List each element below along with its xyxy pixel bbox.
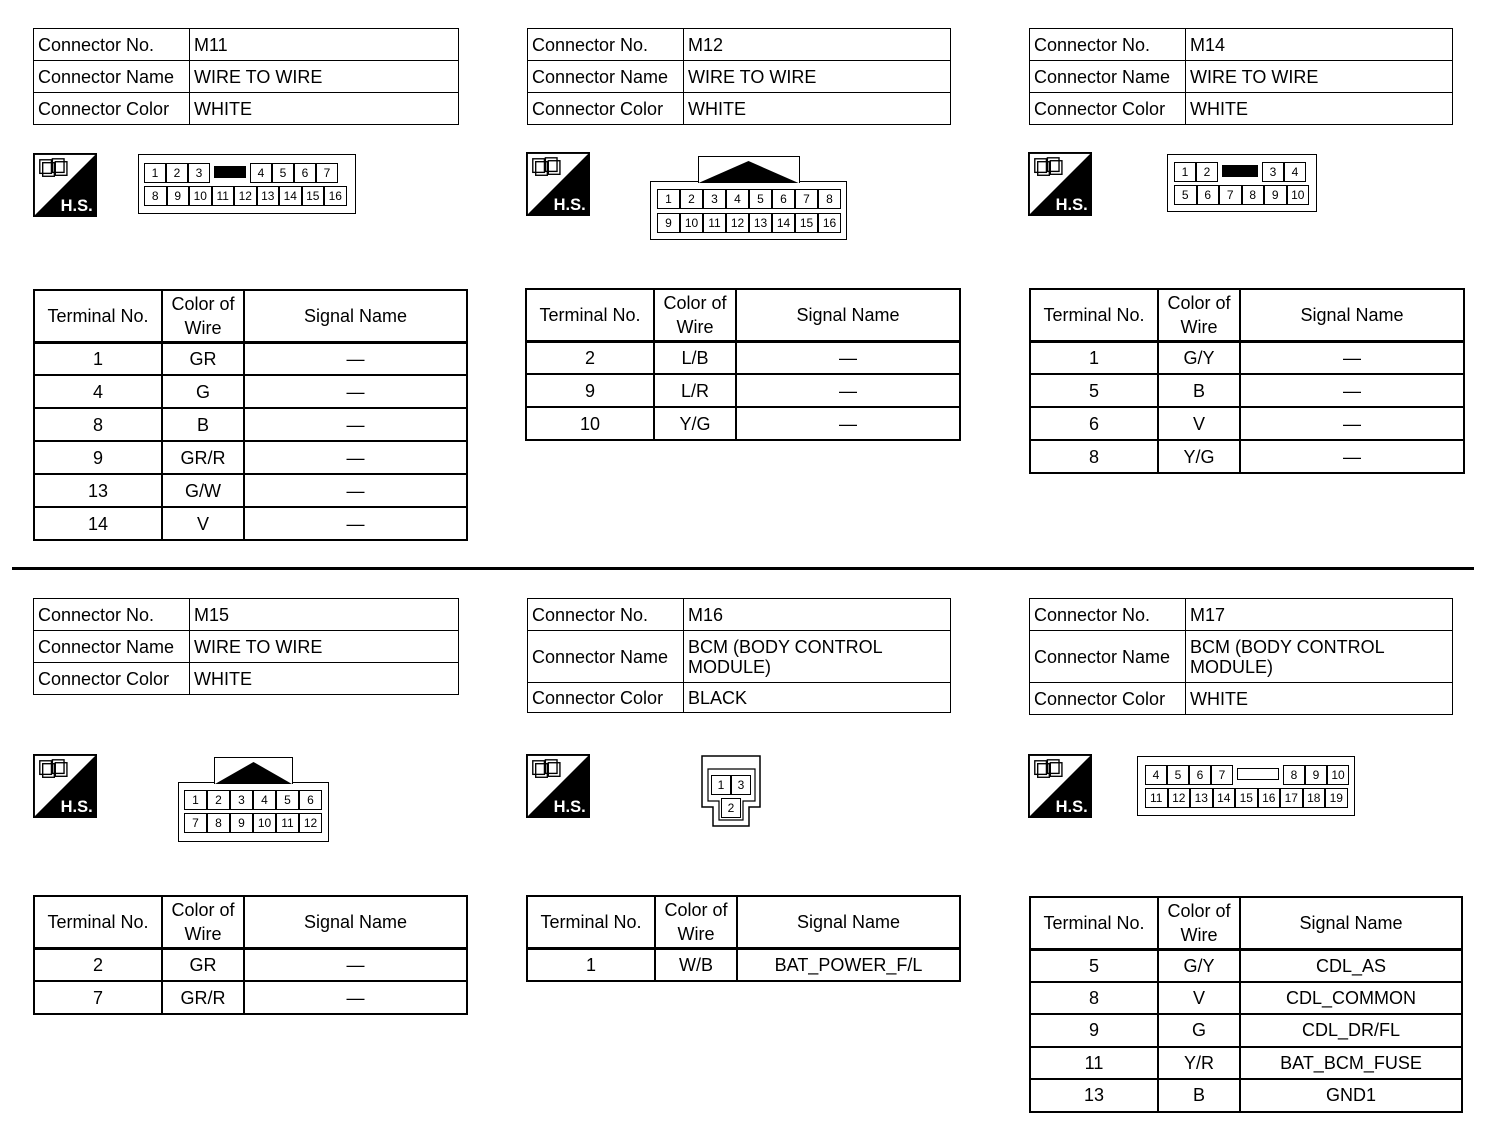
pin-cell: 4 bbox=[1145, 765, 1167, 785]
connector-name-label: Connector Name bbox=[528, 61, 684, 93]
pin-cell: 5 bbox=[749, 189, 772, 209]
signal-name-cell: — bbox=[244, 948, 467, 981]
pin-cell: 2 bbox=[680, 189, 703, 209]
wire-color-cell: B bbox=[1158, 1079, 1240, 1112]
pin-cell: 12 bbox=[234, 186, 257, 206]
terminal-no-cell: 14 bbox=[34, 507, 162, 540]
pin-row-top bbox=[1145, 765, 1349, 785]
connector-name-row bbox=[528, 631, 951, 683]
signal-name-cell: CDL_COMMON bbox=[1240, 982, 1462, 1015]
terminal-table-header bbox=[527, 896, 960, 948]
pin-cell: 16 bbox=[818, 213, 841, 233]
wire-color-cell: B bbox=[1158, 374, 1240, 407]
terminal-no-cell: 10 bbox=[526, 407, 654, 440]
signal-name-header: Signal Name bbox=[244, 896, 467, 948]
signal-name-cell: — bbox=[736, 374, 960, 407]
wire-color-cell: Y/G bbox=[1158, 440, 1240, 473]
pin-cell: 1 bbox=[1174, 162, 1196, 182]
terminal-no-cell: 8 bbox=[1030, 982, 1158, 1015]
pin-row-top bbox=[711, 775, 751, 795]
hs-label: H.S. bbox=[1055, 798, 1088, 817]
pin-cell: 2 bbox=[1196, 162, 1218, 182]
pin-cell: 3 bbox=[230, 790, 253, 810]
pin-cell: 9 bbox=[1264, 185, 1287, 205]
signal-name-header: Signal Name bbox=[736, 289, 960, 341]
pin-cell: 14 bbox=[772, 213, 795, 233]
wire-color-cell: L/B bbox=[654, 341, 736, 374]
pin-cell: 10 bbox=[189, 186, 212, 206]
connector-no-label: Connector No. bbox=[528, 29, 684, 61]
signal-name-cell: — bbox=[1240, 374, 1464, 407]
terminal-table-header bbox=[34, 290, 467, 342]
connector-name-row bbox=[528, 61, 951, 93]
table-row bbox=[34, 981, 467, 1014]
connector-color-value: WHITE bbox=[1186, 93, 1453, 125]
hs-badge-icon bbox=[33, 153, 97, 217]
connector-color-label: Connector Color bbox=[528, 683, 684, 713]
wire-color-cell: Y/R bbox=[1158, 1047, 1240, 1080]
connector-name-row bbox=[1030, 61, 1453, 93]
connector-name-value: BCM (BODY CONTROL MODULE) bbox=[684, 631, 951, 683]
lock-ramp bbox=[215, 762, 292, 784]
pin-cell: 10 bbox=[1327, 765, 1349, 785]
pin-row-bottom bbox=[184, 813, 322, 833]
terminal-no-header: Terminal No. bbox=[34, 896, 162, 948]
signal-name-cell: — bbox=[736, 407, 960, 440]
connector-no-label: Connector No. bbox=[34, 599, 190, 631]
connector-color-row bbox=[34, 663, 459, 695]
connector-info-table bbox=[1029, 598, 1453, 715]
connector-info-table bbox=[527, 598, 951, 713]
terminal-no-cell: 9 bbox=[526, 374, 654, 407]
pin-cell: 8 bbox=[818, 189, 841, 209]
table-row bbox=[1030, 1047, 1462, 1080]
connector-name-value: WIRE TO WIRE bbox=[1186, 61, 1453, 93]
terminal-no-header: Terminal No. bbox=[526, 289, 654, 341]
pin-cell: 10 bbox=[1287, 185, 1310, 205]
pin-row-top bbox=[1174, 162, 1306, 182]
terminal-no-cell: 13 bbox=[34, 474, 162, 507]
hs-label: H.S. bbox=[60, 197, 93, 216]
connector-no-row bbox=[1030, 599, 1453, 631]
pin-lock-slot bbox=[210, 163, 250, 183]
connector-name-value: BCM (BODY CONTROL MODULE) bbox=[1186, 631, 1453, 683]
terminal-no-cell: 5 bbox=[1030, 374, 1158, 407]
wire-color-cell: V bbox=[162, 507, 244, 540]
connector-color-value: WHITE bbox=[190, 93, 459, 125]
pin-cell: 3 bbox=[1262, 162, 1284, 182]
pin-cell: 6 bbox=[1189, 765, 1211, 785]
pin-cell: 8 bbox=[1242, 185, 1265, 205]
hs-badge-icon bbox=[33, 754, 97, 818]
color-of-wire-header: Color of Wire bbox=[654, 289, 736, 341]
wire-color-cell: V bbox=[1158, 407, 1240, 440]
table-row bbox=[1030, 1014, 1462, 1047]
pin-cell: 12 bbox=[1168, 788, 1191, 808]
pin-cell: 9 bbox=[167, 186, 190, 206]
connector-no-value: M14 bbox=[1186, 29, 1453, 61]
pin-cell: 4 bbox=[250, 163, 272, 183]
connector-no-value: M15 bbox=[190, 599, 459, 631]
pin-cell: 11 bbox=[276, 813, 299, 833]
terminal-no-cell: 7 bbox=[34, 981, 162, 1014]
signal-name-cell: CDL_DR/FL bbox=[1240, 1014, 1462, 1047]
terminal-no-cell: 1 bbox=[1030, 341, 1158, 374]
lock-bar bbox=[1237, 768, 1279, 780]
signal-name-cell: — bbox=[244, 507, 467, 540]
pin-cell: 13 bbox=[257, 186, 280, 206]
pin-row-top bbox=[184, 790, 322, 810]
signal-name-cell: — bbox=[1240, 341, 1464, 374]
hs-label: H.S. bbox=[60, 798, 93, 817]
hs-label: H.S. bbox=[553, 196, 586, 215]
color-of-wire-header: Color of Wire bbox=[1158, 289, 1240, 341]
signal-name-cell: — bbox=[244, 981, 467, 1014]
pin-cell: 7 bbox=[1219, 185, 1242, 205]
pin-cell: 15 bbox=[1235, 788, 1258, 808]
pin-cell: 1 bbox=[657, 189, 680, 209]
terminal-table bbox=[526, 895, 961, 982]
table-row bbox=[526, 374, 960, 407]
connector-no-row bbox=[34, 29, 459, 61]
pin-row-bottom bbox=[657, 213, 841, 233]
terminal-table-header bbox=[34, 896, 467, 948]
terminal-no-cell: 1 bbox=[34, 342, 162, 375]
hs-label: H.S. bbox=[553, 798, 586, 817]
table-row bbox=[34, 507, 467, 540]
connector-info-table bbox=[33, 28, 459, 125]
terminal-table bbox=[525, 288, 961, 441]
pin-cell: 8 bbox=[207, 813, 230, 833]
pin-cell: 1 bbox=[184, 790, 207, 810]
pin-cell: 7 bbox=[184, 813, 207, 833]
table-row bbox=[34, 441, 467, 474]
table-row bbox=[1030, 982, 1462, 1015]
signal-name-header: Signal Name bbox=[244, 290, 467, 342]
table-row bbox=[1030, 374, 1464, 407]
terminal-no-header: Terminal No. bbox=[1030, 897, 1158, 949]
terminal-table-header bbox=[1030, 289, 1464, 341]
connector-name-label: Connector Name bbox=[34, 631, 190, 663]
section-divider bbox=[12, 567, 1474, 570]
terminal-table bbox=[33, 895, 468, 1015]
color-of-wire-header: Color of Wire bbox=[655, 896, 737, 948]
connector-color-row bbox=[1030, 683, 1453, 715]
pin-cell: 2 bbox=[721, 798, 741, 818]
wire-color-cell: L/R bbox=[654, 374, 736, 407]
pin-row-top bbox=[657, 189, 841, 209]
lock-bar bbox=[1222, 165, 1258, 177]
pin-cell: 7 bbox=[316, 163, 338, 183]
signal-name-cell: — bbox=[736, 341, 960, 374]
connector-color-value: WHITE bbox=[190, 663, 459, 695]
terminal-table bbox=[1029, 896, 1463, 1113]
pin-cell: 12 bbox=[299, 813, 322, 833]
signal-name-cell: CDL_AS bbox=[1240, 949, 1462, 982]
connector-no-label: Connector No. bbox=[34, 29, 190, 61]
terminal-no-cell: 1 bbox=[527, 948, 655, 981]
pin-row-bottom bbox=[1145, 788, 1348, 808]
terminal-no-cell: 5 bbox=[1030, 949, 1158, 982]
pin-cell: 4 bbox=[253, 790, 276, 810]
connector-no-label: Connector No. bbox=[528, 599, 684, 631]
terminal-no-cell: 2 bbox=[526, 341, 654, 374]
pin-cell: 3 bbox=[731, 775, 751, 795]
wire-color-cell: W/B bbox=[655, 948, 737, 981]
pin-cell: 14 bbox=[279, 186, 302, 206]
pin-cell: 10 bbox=[680, 213, 703, 233]
terminal-no-header: Terminal No. bbox=[34, 290, 162, 342]
table-row bbox=[1030, 440, 1464, 473]
signal-name-cell: — bbox=[244, 408, 467, 441]
terminal-no-header: Terminal No. bbox=[1030, 289, 1158, 341]
pin-cell: 9 bbox=[230, 813, 253, 833]
pin-cell: 13 bbox=[749, 213, 772, 233]
pin-row-bottom bbox=[144, 186, 347, 206]
connector-info-table bbox=[527, 28, 951, 125]
pin-cell: 6 bbox=[772, 189, 795, 209]
hs-badge-icon bbox=[526, 754, 590, 818]
connector-color-label: Connector Color bbox=[1030, 93, 1186, 125]
terminal-table bbox=[1029, 288, 1465, 474]
signal-name-cell: BAT_POWER_F/L bbox=[737, 948, 960, 981]
hs-label: H.S. bbox=[1055, 196, 1088, 215]
connector-color-label: Connector Color bbox=[528, 93, 684, 125]
wire-color-cell: G/Y bbox=[1158, 341, 1240, 374]
terminal-no-cell: 11 bbox=[1030, 1047, 1158, 1080]
terminal-no-cell: 8 bbox=[1030, 440, 1158, 473]
table-row bbox=[1030, 407, 1464, 440]
table-row bbox=[34, 408, 467, 441]
connector-lock-tab bbox=[214, 757, 293, 784]
connector-color-row bbox=[528, 683, 951, 713]
connector-no-value: M12 bbox=[684, 29, 951, 61]
terminal-no-cell: 8 bbox=[34, 408, 162, 441]
wire-color-cell: GR bbox=[162, 948, 244, 981]
connector-name-label: Connector Name bbox=[1030, 61, 1186, 93]
connector-lock-tab bbox=[698, 156, 800, 183]
pin-cell: 4 bbox=[1284, 162, 1306, 182]
pin-cell: 2 bbox=[207, 790, 230, 810]
terminal-no-cell: 4 bbox=[34, 375, 162, 408]
connector-no-row bbox=[528, 29, 951, 61]
connector-name-label: Connector Name bbox=[1030, 631, 1186, 683]
pin-cell: 15 bbox=[795, 213, 818, 233]
pin-cell: 6 bbox=[1197, 185, 1220, 205]
terminal-table-header bbox=[1030, 897, 1462, 949]
pin-cell: 14 bbox=[1213, 788, 1236, 808]
table-row bbox=[34, 948, 467, 981]
pin-cell: 9 bbox=[1305, 765, 1327, 785]
pin-cell: 10 bbox=[253, 813, 276, 833]
signal-name-header: Signal Name bbox=[737, 896, 960, 948]
pin-cell: 2 bbox=[166, 163, 188, 183]
terminal-no-cell: 13 bbox=[1030, 1079, 1158, 1112]
connector-name-row bbox=[34, 61, 459, 93]
pin-cell: 8 bbox=[1283, 765, 1305, 785]
terminal-no-cell: 9 bbox=[34, 441, 162, 474]
table-row bbox=[527, 948, 960, 981]
pin-cell: 7 bbox=[795, 189, 818, 209]
pin-cell: 1 bbox=[711, 775, 731, 795]
pin-cell: 3 bbox=[188, 163, 210, 183]
table-row bbox=[526, 407, 960, 440]
signal-name-cell: — bbox=[1240, 440, 1464, 473]
color-of-wire-header: Color of Wire bbox=[162, 290, 244, 342]
pin-cell: 16 bbox=[1258, 788, 1281, 808]
wire-color-cell: G/W bbox=[162, 474, 244, 507]
pin-row-bottom bbox=[1174, 185, 1309, 205]
signal-name-header: Signal Name bbox=[1240, 289, 1464, 341]
connector-color-value: WHITE bbox=[684, 93, 951, 125]
signal-name-cell: — bbox=[244, 342, 467, 375]
hs-badge-icon bbox=[1028, 754, 1092, 818]
pin-cell: 11 bbox=[212, 186, 235, 206]
color-of-wire-header: Color of Wire bbox=[1158, 897, 1240, 949]
pin-cell: 11 bbox=[1145, 788, 1168, 808]
table-row bbox=[1030, 341, 1464, 374]
connector-no-row bbox=[528, 599, 951, 631]
signal-name-cell: — bbox=[244, 474, 467, 507]
wire-color-cell: Y/G bbox=[654, 407, 736, 440]
signal-name-cell: GND1 bbox=[1240, 1079, 1462, 1112]
wire-color-cell: GR/R bbox=[162, 981, 244, 1014]
lock-bar bbox=[214, 166, 246, 178]
hs-badge-icon bbox=[526, 152, 590, 216]
connector-name-value: WIRE TO WIRE bbox=[684, 61, 951, 93]
pin-cell: 4 bbox=[726, 189, 749, 209]
pin-cell: 6 bbox=[299, 790, 322, 810]
connector-color-value: BLACK bbox=[684, 683, 951, 713]
terminal-no-cell: 2 bbox=[34, 948, 162, 981]
pin-cell: 17 bbox=[1280, 788, 1303, 808]
pin-row-top bbox=[144, 163, 338, 183]
pin-lock-slot bbox=[1233, 765, 1283, 785]
wire-color-cell: GR bbox=[162, 342, 244, 375]
connector-no-row bbox=[1030, 29, 1453, 61]
pin-cell: 8 bbox=[144, 186, 167, 206]
signal-name-cell: — bbox=[1240, 407, 1464, 440]
connector-color-label: Connector Color bbox=[34, 663, 190, 695]
connector-no-label: Connector No. bbox=[1030, 29, 1186, 61]
wire-color-cell: V bbox=[1158, 982, 1240, 1015]
connector-info-table bbox=[33, 598, 459, 695]
pin-cell: 9 bbox=[657, 213, 680, 233]
pin-cell: 1 bbox=[144, 163, 166, 183]
connector-no-value: M16 bbox=[684, 599, 951, 631]
pin-cell: 18 bbox=[1303, 788, 1326, 808]
terminal-table bbox=[33, 289, 468, 541]
pin-cell: 5 bbox=[1167, 765, 1189, 785]
connector-no-value: M11 bbox=[190, 29, 459, 61]
wire-color-cell: GR/R bbox=[162, 441, 244, 474]
terminal-no-header: Terminal No. bbox=[527, 896, 655, 948]
wire-color-cell: G/Y bbox=[1158, 949, 1240, 982]
pin-cell: 5 bbox=[276, 790, 299, 810]
pin-lock-slot bbox=[1218, 162, 1262, 182]
pin-cell: 16 bbox=[324, 186, 347, 206]
pin-row-bottom bbox=[721, 798, 741, 818]
connector-name-label: Connector Name bbox=[528, 631, 684, 683]
signal-name-cell: BAT_BCM_FUSE bbox=[1240, 1047, 1462, 1080]
connector-no-row bbox=[34, 599, 459, 631]
connector-color-label: Connector Color bbox=[34, 93, 190, 125]
wire-color-cell: G bbox=[162, 375, 244, 408]
pin-cell: 5 bbox=[272, 163, 294, 183]
color-of-wire-header: Color of Wire bbox=[162, 896, 244, 948]
connector-info-table bbox=[1029, 28, 1453, 125]
signal-name-cell: — bbox=[244, 441, 467, 474]
connector-name-value: WIRE TO WIRE bbox=[190, 61, 459, 93]
pin-cell: 15 bbox=[302, 186, 325, 206]
connector-name-label: Connector Name bbox=[34, 61, 190, 93]
table-row bbox=[1030, 949, 1462, 982]
table-row bbox=[34, 474, 467, 507]
pin-cell: 3 bbox=[703, 189, 726, 209]
wire-color-cell: B bbox=[162, 408, 244, 441]
pin-cell: 11 bbox=[703, 213, 726, 233]
connector-name-row bbox=[1030, 631, 1453, 683]
connector-name-row bbox=[34, 631, 459, 663]
wire-color-cell: G bbox=[1158, 1014, 1240, 1047]
connector-color-row bbox=[528, 93, 951, 125]
terminal-no-cell: 6 bbox=[1030, 407, 1158, 440]
table-row bbox=[1030, 1079, 1462, 1112]
connector-no-label: Connector No. bbox=[1030, 599, 1186, 631]
table-row bbox=[526, 341, 960, 374]
table-row bbox=[34, 375, 467, 408]
signal-name-cell: — bbox=[244, 375, 467, 408]
connector-no-value: M17 bbox=[1186, 599, 1453, 631]
pin-cell: 7 bbox=[1211, 765, 1233, 785]
terminal-no-cell: 9 bbox=[1030, 1014, 1158, 1047]
signal-name-header: Signal Name bbox=[1240, 897, 1462, 949]
table-row bbox=[34, 342, 467, 375]
terminal-table-header bbox=[526, 289, 960, 341]
pin-cell: 12 bbox=[726, 213, 749, 233]
connector-color-row bbox=[34, 93, 459, 125]
pin-cell: 5 bbox=[1174, 185, 1197, 205]
pin-cell: 19 bbox=[1325, 788, 1348, 808]
hs-badge-icon bbox=[1028, 152, 1092, 216]
connector-color-row bbox=[1030, 93, 1453, 125]
connector-color-label: Connector Color bbox=[1030, 683, 1186, 715]
pin-cell: 6 bbox=[294, 163, 316, 183]
pin-cell: 13 bbox=[1190, 788, 1213, 808]
connector-name-value: WIRE TO WIRE bbox=[190, 631, 459, 663]
connector-color-value: WHITE bbox=[1186, 683, 1453, 715]
lock-ramp bbox=[699, 161, 799, 183]
